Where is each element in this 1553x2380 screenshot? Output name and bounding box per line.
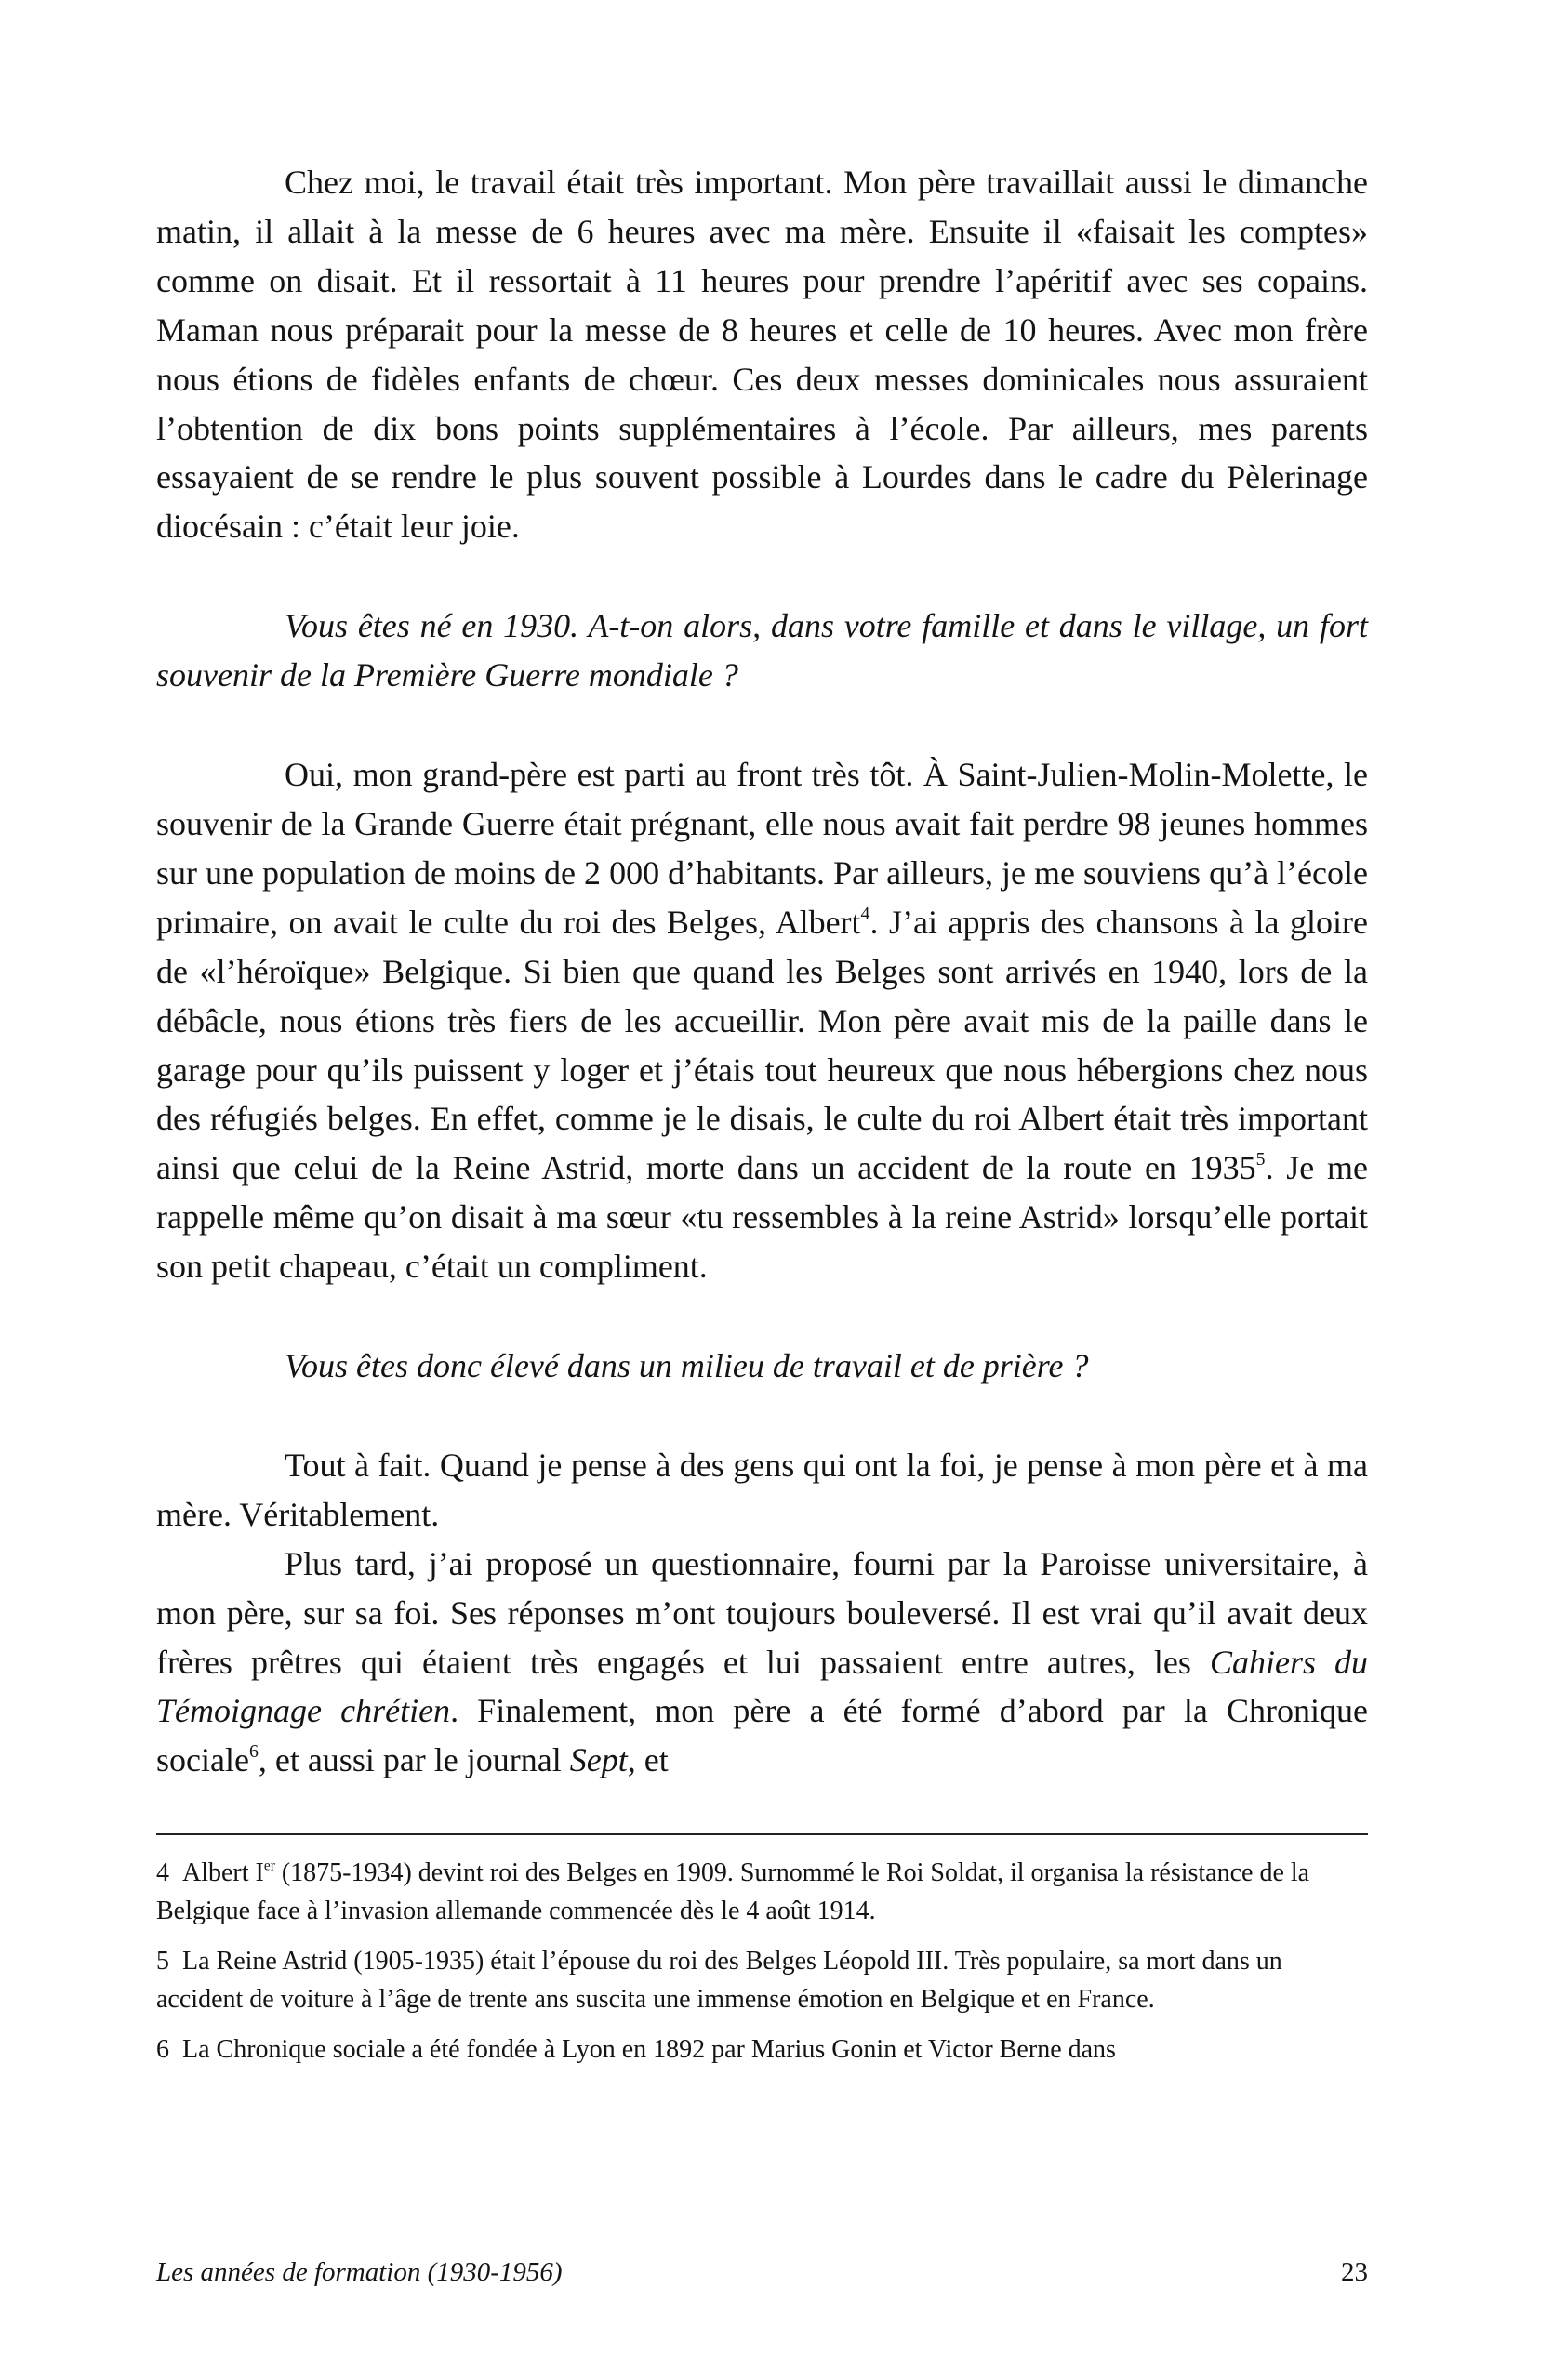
footnote-number: 4 xyxy=(156,1858,169,1887)
footnote-text: (1875-1934) devint roi des Belges en 1909. Surnommé le Roi Soldat, il organisa la résistance de la Belgique face à l’invasion allemande commencée dès le 4 août 1914. xyxy=(156,1858,1310,1925)
paragraph-2 xyxy=(156,750,1368,1291)
interview-question-1: Vous êtes né en 1930. A-t-on alors, dans votre famille et dans le village, un fort souvenir de la Première Guerre mondiale ? xyxy=(156,607,1368,694)
footnote-text: La Reine Astrid (1905-1935) était l’épouse du roi des Belges Léopold III. Très populaire, sa mort dans un accident de voiture à l’âge de trente ans suscita une immense émotion en Belgique et en France. xyxy=(156,1947,1282,2014)
paragraph-4-text-b: . Finalement, mon père a été formé d’abord par la Chronique sociale xyxy=(156,1692,1368,1779)
footnote-6 xyxy=(156,2030,1368,2069)
footnote-4 xyxy=(156,1854,1368,1930)
footnotes xyxy=(156,1854,1368,2081)
footnote-5 xyxy=(156,1942,1368,2018)
footnote-number: 5 xyxy=(156,1947,169,1976)
paragraph-4-text-c: , et aussi par le journal xyxy=(258,1741,570,1779)
footnote-number: 6 xyxy=(156,2035,169,2064)
paragraph-2-text-b: . J’ai appris des chansons à la gloire de «l’héroïque» Belgique. Si bien que quand les Belges sont arrivés en 1940, lors de la débâcle, nous étions très fiers de les accueillir. Mon père avait mis de la paille dans le garage pour qu’ils puissent y loger et j’étais tout heureux que nous hébergions chez nous des réfugiés belges. En effet, comme je le disais, le culte du roi Albert était très important ainsi que celui de la Reine Astrid, morte dans un accident de la route en 1935 xyxy=(156,903,1368,1187)
running-title: Les années de formation (1930-1956) xyxy=(156,2257,563,2287)
paragraph-4 xyxy=(156,1540,1368,1786)
paragraph-1: Chez moi, le travail était très important. Mon père travaillait aussi le dimanche matin, il allait à la messe de 6 heures avec ma mère. Ensuite il «faisait les comptes» comme on disait. Et il ressortait à 11 heures pour prendre l’apéritif avec ses copains. Maman nous préparait pour la messe de 8 heures et celle de 10 heures. Avec mon frère nous étions de fidèles enfants de chœur. Ces deux messes dominicales nous assuraient l’obtention de dix bons points supplémentaires à l’école. Par ailleurs, mes parents essayaient de se rendre le plus souvent possible à Lourdes dans le cadre du Pèlerinage diocésain : c’était leur joie. xyxy=(156,164,1368,546)
paragraph-4-text-d: , et xyxy=(627,1741,669,1779)
footnote-separator xyxy=(156,1833,1368,1835)
paragraph-4-text-a: Plus tard, j’ai proposé un questionnaire, fourni par la Paroisse universitaire, à mon père, sur sa foi. Ses réponses m’ont toujours bouleversé. Il est vrai qu’il avait deux frères prêtres qui étaient très engagés et lui passaient entre autres, les xyxy=(156,1544,1368,1681)
main-text xyxy=(156,158,1368,1785)
footnote-text: Albert I xyxy=(182,1858,264,1887)
footnote-ref-5: 5 xyxy=(1255,1149,1266,1170)
paragraph-2-text-a: Oui, mon grand-père est parti au front très tôt. À Saint-Julien-Molin-Molette, le souvenir de la Grande Guerre était prégnant, elle nous avait fait perdre 98 jeunes hommes sur une population de moins de 2 000 d’habitants. Par ailleurs, je me souviens qu’à l’école primaire, on avait le culte du roi des Belges, Albert xyxy=(156,756,1368,941)
footnote-ref-6: 6 xyxy=(248,1741,259,1763)
footnote-ref-4: 4 xyxy=(860,903,870,924)
publication-title-cahiers: Cahiers du Témoignage chrétien xyxy=(156,1643,1368,1730)
paragraph-2-text-c: . Je me rappelle même qu’on disait à ma sœur «tu ressembles à la reine Astrid» lorsqu’elle portait son petit chapeau, c’était un compliment. xyxy=(156,1149,1368,1286)
paragraph-3: Tout à fait. Quand je pense à des gens qui ont la foi, je pense à mon père et à ma mère. Véritablement. xyxy=(156,1446,1368,1533)
page-number: 23 xyxy=(1341,2257,1368,2287)
interview-question-2: Vous êtes donc élevé dans un milieu de travail et de prière ? xyxy=(285,1347,1089,1385)
footnote-text: La Chronique sociale a été fondée à Lyon en 1892 par Marius Gonin et Victor Berne dans xyxy=(182,2035,1116,2064)
publication-title-sept: Sept xyxy=(569,1741,628,1779)
footnote-superscript: er xyxy=(263,1858,275,1874)
